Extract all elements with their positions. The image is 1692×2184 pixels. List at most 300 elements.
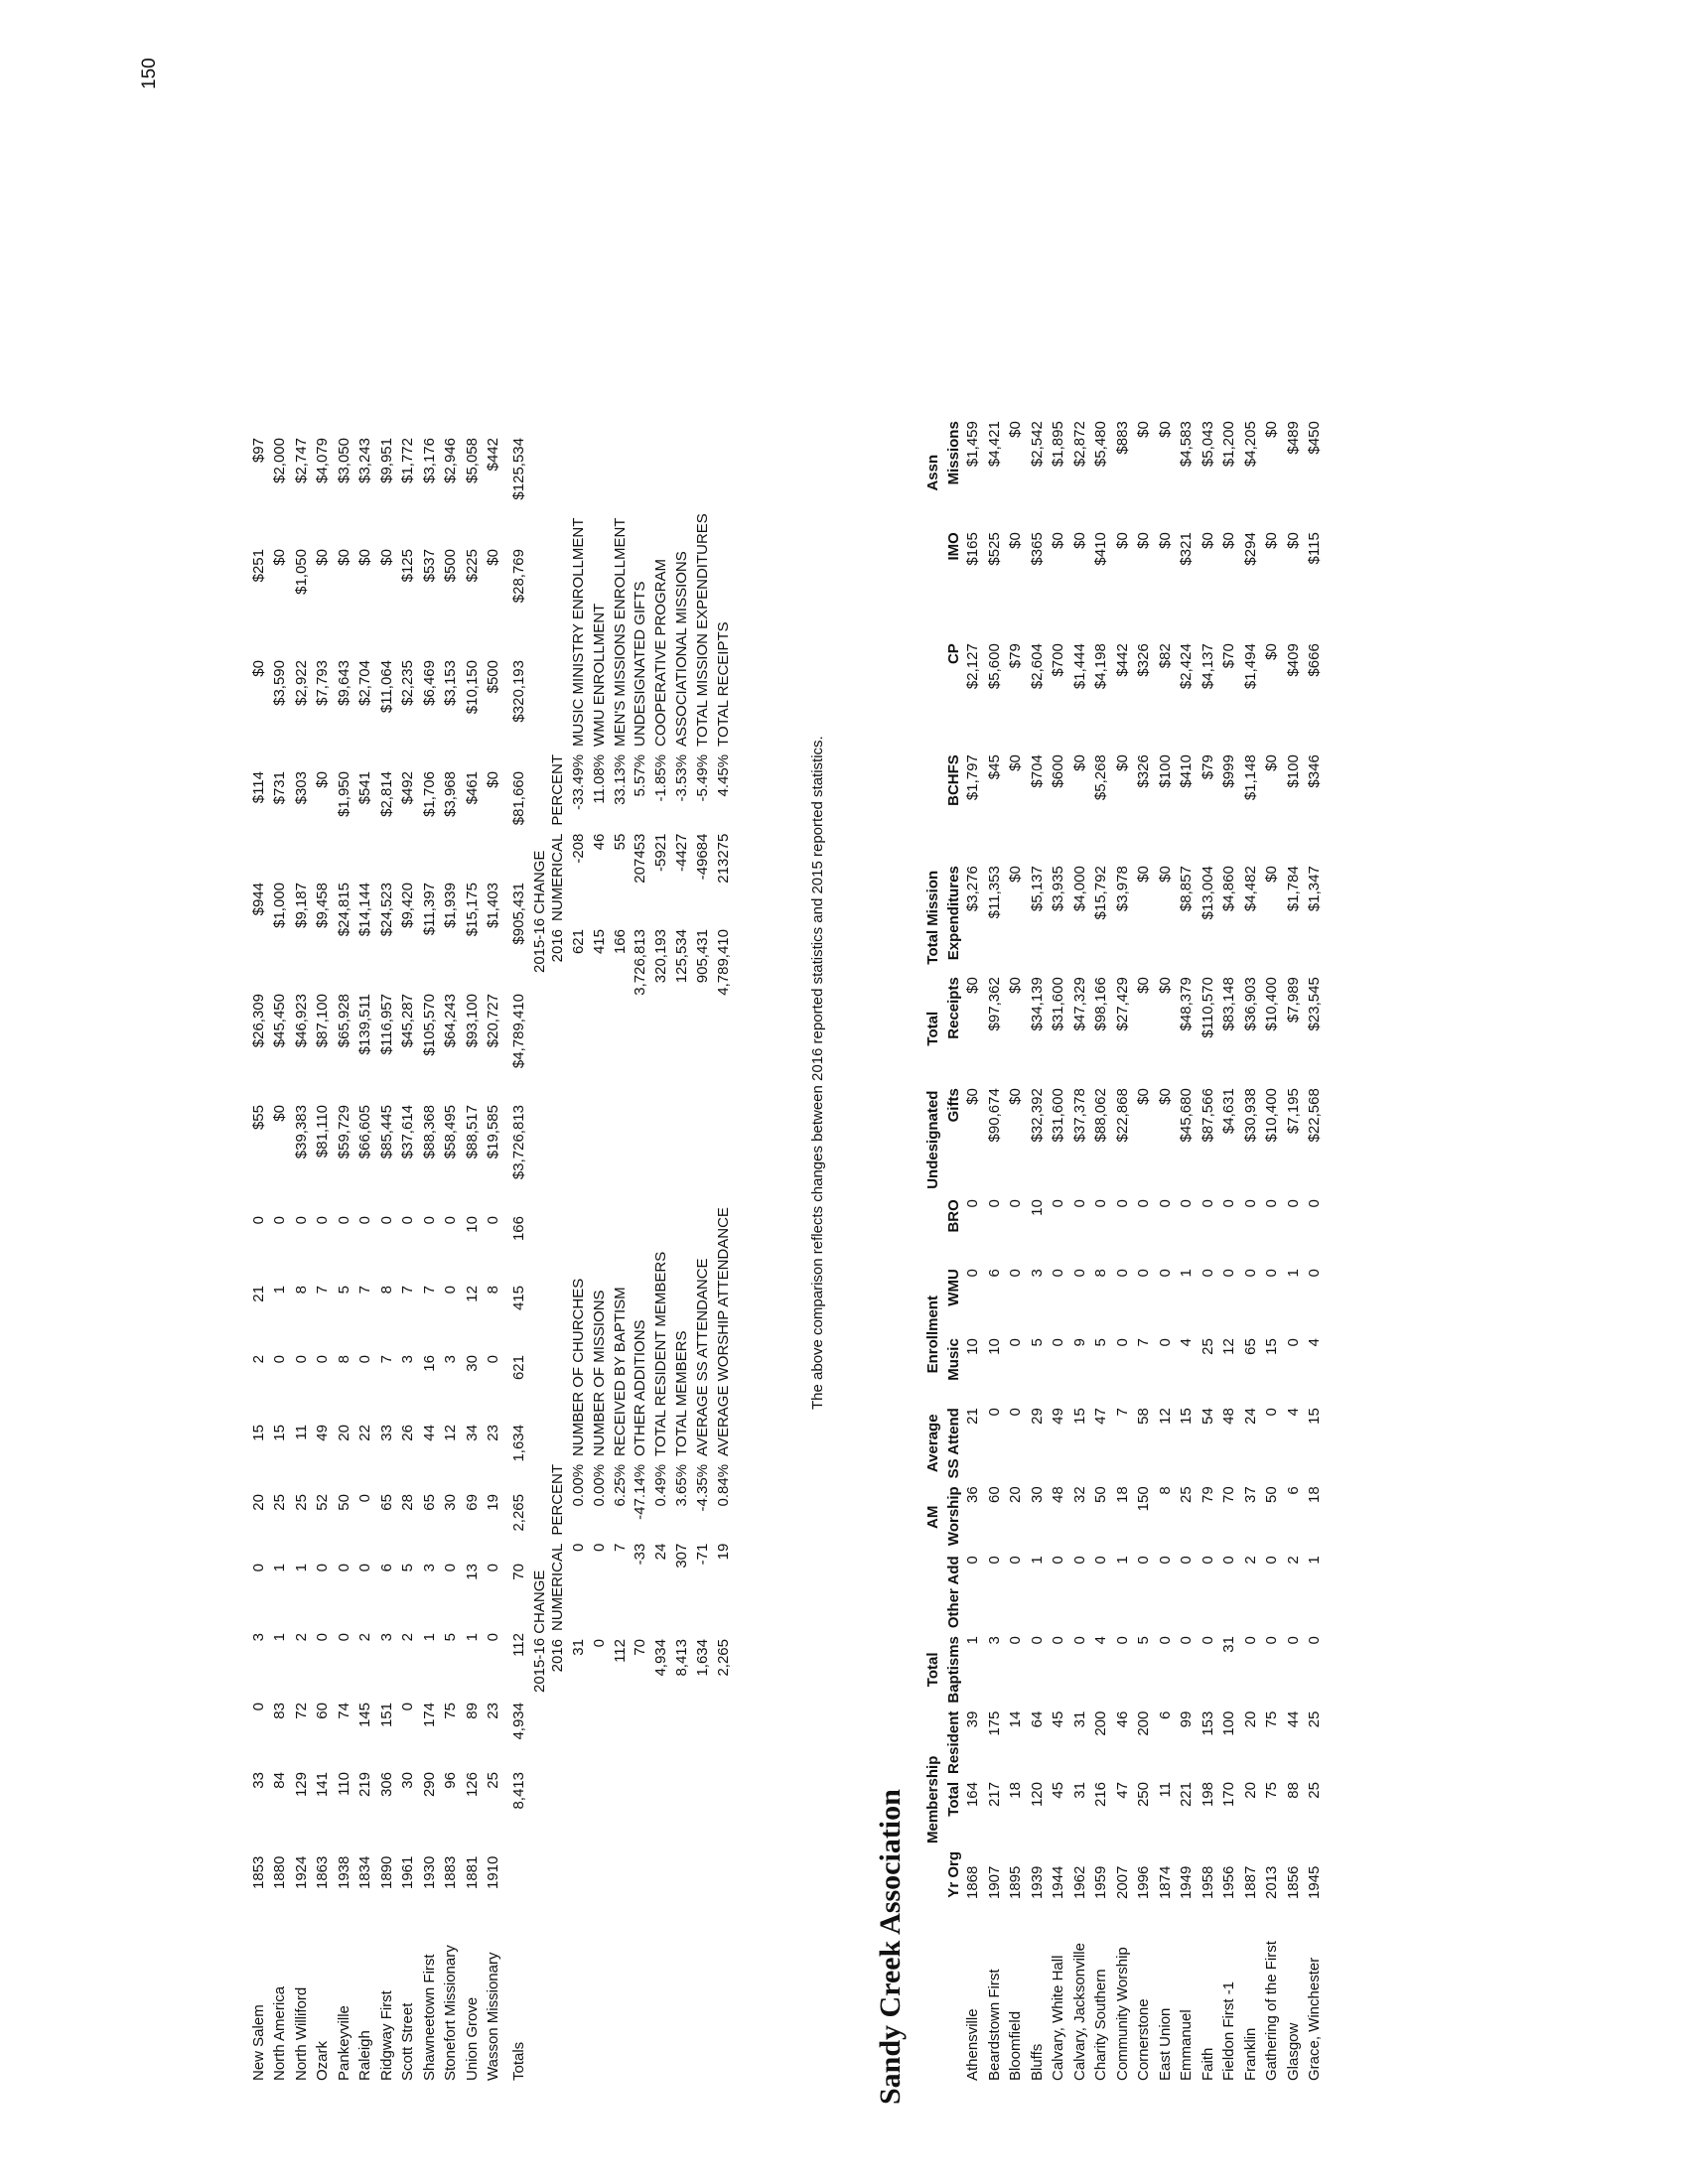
table-cell: 47 <box>1092 1408 1109 1425</box>
table-cell: 33 <box>249 1772 267 1789</box>
table-cell: 0 <box>1263 1636 1280 1645</box>
change-value: -4427 <box>672 833 690 873</box>
table-cell: $23,545 <box>1306 977 1323 1031</box>
table-cell: 219 <box>356 1772 373 1798</box>
table-cell: $944 <box>249 883 267 916</box>
table-cell: $0 <box>1070 532 1088 549</box>
table-cell: 3 <box>249 1633 267 1642</box>
table-cell: 5 <box>335 1286 352 1295</box>
table-cell: 21 <box>964 1408 981 1425</box>
change-value: 3,726,813 <box>632 929 649 996</box>
table-cell: $100 <box>1156 754 1174 788</box>
column-header: IMO <box>945 532 962 561</box>
table-cell: $525 <box>985 532 1003 566</box>
table-cell: $999 <box>1220 754 1237 788</box>
change-label: OTHER ADDITIONS <box>632 1319 649 1456</box>
totals-cell: 1,634 <box>509 1425 527 1462</box>
column-header: SS Attend <box>945 1408 962 1479</box>
table-cell: 2 <box>399 1633 416 1642</box>
church-name: Emmanuel <box>1178 2009 1195 2081</box>
table-cell: 8 <box>1092 1269 1109 1278</box>
table-cell: $5,268 <box>1092 754 1109 801</box>
table-cell: $1,784 <box>1284 866 1302 912</box>
table-cell: $0 <box>1263 532 1280 549</box>
table-cell: $31,600 <box>1050 1088 1066 1143</box>
change-row <box>713 509 734 1003</box>
group-header-am: AM <box>923 1505 941 1529</box>
column-header: Worship <box>945 1486 962 1547</box>
rotated-content <box>79 58 1569 2105</box>
table-cell: 18 <box>1113 1486 1131 1504</box>
table-cell: 0 <box>1198 1199 1216 1208</box>
table-cell: $3,153 <box>442 660 459 706</box>
table-cell: 32 <box>1070 1486 1088 1504</box>
table-cell: 0 <box>1007 1199 1024 1208</box>
change-right-header: NUMERICAL <box>549 833 567 921</box>
table-cell: 15 <box>1263 1338 1280 1355</box>
table-row <box>984 417 1006 2085</box>
table-cell: $7,793 <box>314 660 331 706</box>
table-cell: $3,590 <box>271 660 288 706</box>
table-cell: 0 <box>420 1216 438 1225</box>
table-cell: $442 <box>485 438 501 472</box>
church-name: Glasgow <box>1284 2022 1302 2081</box>
column-header: Total <box>945 1782 962 1817</box>
table-cell: 0 <box>356 1564 373 1572</box>
table-cell: 25 <box>271 1494 288 1511</box>
table-cell: 36 <box>964 1486 981 1504</box>
table-cell: 5 <box>1092 1338 1109 1347</box>
table-cell: 1 <box>271 1564 288 1572</box>
change-value: 11.08% <box>590 753 608 804</box>
top-statistics-table <box>248 434 530 2085</box>
table-cell: 1853 <box>249 1855 267 1889</box>
table-cell: 0 <box>1135 1269 1152 1278</box>
table-cell: $0 <box>1070 754 1088 771</box>
table-cell: 0 <box>1198 1636 1216 1645</box>
table-cell: $30,938 <box>1241 1088 1259 1143</box>
church-name: Community Worship <box>1113 1947 1131 2081</box>
table-cell: 0 <box>1178 1556 1195 1565</box>
table-cell: 75 <box>442 1703 459 1719</box>
table-cell: 1 <box>1113 1556 1131 1565</box>
change-value: 8,413 <box>672 1639 690 1677</box>
table-cell: $65,928 <box>335 994 352 1048</box>
table-cell: 58 <box>1135 1408 1152 1425</box>
table-cell: 0 <box>1284 1636 1302 1645</box>
column-header-row <box>941 417 963 2085</box>
table-cell: $5,600 <box>985 643 1003 690</box>
change-row <box>651 509 672 1003</box>
table-cell: $9,420 <box>399 883 416 928</box>
table-cell: $90,674 <box>985 1088 1003 1143</box>
table-cell: $22,868 <box>1113 1088 1131 1143</box>
change-value: -3.53% <box>672 753 690 802</box>
change-value: 55 <box>611 833 629 851</box>
table-cell: 3 <box>985 1636 1003 1645</box>
table-cell: 8 <box>377 1286 395 1295</box>
table-cell: 34 <box>463 1425 481 1441</box>
table-cell: 1 <box>292 1564 310 1572</box>
table-cell: 1 <box>1028 1556 1046 1565</box>
table-cell: 0 <box>1178 1636 1195 1645</box>
group-header-undesignated: Undesignated <box>923 1090 941 1189</box>
association-table-body <box>963 417 1327 2085</box>
change-value: 0.00% <box>590 1463 608 1507</box>
table-cell: 15 <box>1070 1408 1088 1425</box>
table-cell: $87,100 <box>314 994 331 1048</box>
table-cell: 10 <box>1028 1199 1046 1216</box>
table-row <box>313 434 335 2085</box>
change-value: 5.57% <box>632 753 649 797</box>
table-cell: $346 <box>1306 754 1323 788</box>
table-cell: 19 <box>485 1494 501 1511</box>
table-cell: 198 <box>1198 1782 1216 1808</box>
table-cell: 0 <box>1113 1636 1131 1645</box>
table-cell: $7,989 <box>1284 977 1302 1024</box>
table-cell: 1834 <box>356 1855 373 1889</box>
table-cell: $0 <box>1007 532 1024 549</box>
table-cell: 0 <box>1156 1556 1174 1565</box>
column-header: Baptisms <box>945 1636 962 1704</box>
table-cell: $165 <box>964 532 981 566</box>
change-row <box>590 509 611 1003</box>
table-cell: $9,951 <box>377 438 395 483</box>
table-cell: $79 <box>1007 643 1024 669</box>
change-left-body <box>569 1203 734 1712</box>
table-cell: 0 <box>442 1216 459 1225</box>
table-cell: $59,729 <box>335 1105 352 1160</box>
table-cell: 10 <box>463 1216 481 1233</box>
table-cell: $6,469 <box>420 660 438 706</box>
church-name: Franklin <box>1241 2027 1259 2081</box>
table-cell: 23 <box>485 1703 501 1719</box>
church-name: Gathering of the First <box>1263 1941 1280 2081</box>
change-value: 31 <box>569 1639 587 1656</box>
change-summary-left <box>531 1203 734 1712</box>
table-cell: 0 <box>1220 1269 1237 1278</box>
table-cell: 45 <box>1050 1782 1066 1799</box>
change-value: -47.14% <box>632 1463 649 1520</box>
table-cell: $2,424 <box>1178 643 1195 690</box>
table-cell: 83 <box>271 1703 288 1719</box>
table-cell: $0 <box>1007 866 1024 883</box>
totals-cell: 4,934 <box>509 1703 527 1740</box>
column-header: CP <box>945 643 962 665</box>
change-right-body <box>569 509 734 1003</box>
table-cell: 0 <box>292 1216 310 1225</box>
table-cell: 75 <box>1263 1710 1280 1728</box>
table-cell: 129 <box>292 1772 310 1798</box>
table-cell: $0 <box>1007 421 1024 438</box>
table-cell: 164 <box>964 1782 981 1808</box>
table-cell: $14,144 <box>356 883 373 937</box>
table-cell: 47 <box>1113 1782 1131 1799</box>
table-cell: 7 <box>314 1286 331 1295</box>
table-cell: 0 <box>1178 1199 1195 1208</box>
table-cell: $15,175 <box>463 883 481 937</box>
table-cell: 20 <box>1241 1782 1259 1799</box>
table-cell: 99 <box>1178 1710 1195 1728</box>
change-summary-right <box>531 509 734 1003</box>
table-cell: 0 <box>485 1564 501 1572</box>
table-cell: 46 <box>1113 1710 1131 1728</box>
table-cell: 0 <box>985 1556 1003 1565</box>
table-cell: 3 <box>377 1633 395 1642</box>
change-left-header: NUMERICAL <box>549 1543 567 1631</box>
table-cell: $45,680 <box>1178 1088 1195 1143</box>
table-cell: 1890 <box>377 1855 395 1889</box>
table-cell: $1,347 <box>1306 866 1323 912</box>
table-cell: $409 <box>1284 643 1302 677</box>
table-cell: 0 <box>1263 1269 1280 1278</box>
table-cell: 0 <box>1306 1199 1323 1208</box>
table-cell: 0 <box>356 1216 373 1225</box>
table-cell: 75 <box>1263 1782 1280 1799</box>
table-cell: 7 <box>1135 1338 1152 1347</box>
table-cell: 1 <box>1306 1556 1323 1565</box>
table-cell: $37,378 <box>1070 1088 1088 1143</box>
table-cell: $45,450 <box>271 994 288 1048</box>
change-value: 3.65% <box>672 1463 690 1507</box>
table-cell: $0 <box>1263 866 1280 883</box>
table-cell: $47,329 <box>1070 977 1088 1031</box>
table-cell: 20 <box>1007 1486 1024 1504</box>
table-cell: 0 <box>1220 1556 1237 1565</box>
table-cell: 2 <box>249 1355 267 1364</box>
table-cell: 151 <box>377 1703 395 1728</box>
table-cell: 0 <box>1050 1269 1066 1278</box>
table-cell: 0 <box>442 1286 459 1295</box>
table-cell: 21 <box>249 1286 267 1302</box>
table-cell: 0 <box>1113 1338 1131 1347</box>
table-cell: $731 <box>271 771 288 805</box>
table-cell: 48 <box>1220 1408 1237 1425</box>
change-value: 207453 <box>632 833 649 884</box>
table-cell: 0 <box>485 1633 501 1642</box>
table-cell: 0 <box>271 1216 288 1225</box>
table-cell: $9,458 <box>314 883 331 928</box>
change-value: -71 <box>693 1543 711 1566</box>
totals-cell: 8,413 <box>509 1772 527 1810</box>
table-cell: $1,772 <box>399 438 416 483</box>
table-cell: $0 <box>314 771 331 788</box>
table-cell: 12 <box>442 1425 459 1441</box>
change-value: 4.45% <box>714 753 732 797</box>
table-cell: $0 <box>377 549 395 566</box>
table-cell: 0 <box>1306 1269 1323 1278</box>
table-cell: 8 <box>335 1355 352 1364</box>
table-cell: 0 <box>1113 1269 1131 1278</box>
table-cell: 5 <box>1028 1338 1046 1347</box>
table-cell: 60 <box>314 1703 331 1719</box>
totals-row <box>504 434 530 2085</box>
table-cell: 25 <box>1306 1782 1323 1799</box>
table-cell: 216 <box>1092 1782 1109 1808</box>
table-cell: $81,110 <box>314 1105 331 1159</box>
table-row <box>376 434 398 2085</box>
table-cell: $0 <box>1135 866 1152 883</box>
table-cell: 0 <box>335 1633 352 1642</box>
change-value: -5921 <box>652 833 670 873</box>
association-statistics-table <box>923 417 1326 2085</box>
table-cell: 126 <box>463 1772 481 1798</box>
table-cell: 20 <box>249 1494 267 1511</box>
table-cell: $2,542 <box>1028 421 1046 468</box>
table-cell: $24,523 <box>377 883 395 937</box>
table-row <box>1240 417 1262 2085</box>
table-cell: $2,814 <box>377 771 395 817</box>
table-cell: 14 <box>1007 1710 1024 1728</box>
table-cell: $410 <box>1092 532 1109 566</box>
church-name: Ozark <box>314 2040 331 2081</box>
church-name: Ridgway First <box>377 1990 395 2081</box>
table-cell: $31,600 <box>1050 977 1066 1031</box>
table-cell: 5 <box>1135 1636 1152 1645</box>
table-cell: 0 <box>1070 1269 1088 1278</box>
table-cell: 1 <box>1178 1269 1195 1278</box>
table-row <box>1198 417 1219 2085</box>
change-label: NUMBER OF MISSIONS <box>590 1290 608 1456</box>
column-header: Missions <box>945 421 962 485</box>
table-cell: 170 <box>1220 1782 1237 1808</box>
change-label: COOPERATIVE PROGRAM <box>652 559 670 747</box>
change-row <box>713 1203 734 1712</box>
table-cell: $82 <box>1156 643 1174 669</box>
change-left-table <box>548 1203 734 1712</box>
table-cell: 1880 <box>271 1855 288 1889</box>
table-cell: $2,000 <box>271 438 288 483</box>
table-cell: $461 <box>463 771 481 805</box>
table-cell: $4,079 <box>314 438 331 483</box>
change-row <box>672 1203 693 1712</box>
table-cell: $64,243 <box>442 994 459 1048</box>
table-cell: 88 <box>1284 1782 1302 1799</box>
table-cell: 0 <box>1220 1199 1237 1208</box>
table-cell: 0 <box>1135 1199 1152 1208</box>
table-cell: $85,445 <box>377 1105 395 1160</box>
table-cell: 175 <box>985 1710 1003 1736</box>
table-row <box>1262 417 1284 2085</box>
church-name: Faith <box>1198 2047 1216 2081</box>
table-cell: 1 <box>420 1633 438 1642</box>
table-cell: $600 <box>1050 754 1066 788</box>
table-cell: 30 <box>463 1355 481 1372</box>
change-label: ASSOCIATIONAL MISSIONS <box>672 551 690 747</box>
table-cell: $3,935 <box>1050 866 1066 912</box>
table-cell: $0 <box>1113 532 1131 549</box>
table-cell: $0 <box>314 549 331 566</box>
table-row <box>1155 417 1177 2085</box>
change-value: 307 <box>672 1543 690 1569</box>
table-cell: $58,495 <box>442 1105 459 1160</box>
totals-cell: 415 <box>509 1286 527 1311</box>
table-cell: $8,857 <box>1178 866 1195 912</box>
table-cell: $0 <box>1007 977 1024 994</box>
table-cell: $303 <box>292 771 310 805</box>
table-cell: $0 <box>1007 1088 1024 1105</box>
group-header-assn: Assn <box>923 454 941 491</box>
table-cell: $66,605 <box>356 1105 373 1160</box>
table-cell: 141 <box>314 1772 331 1798</box>
table-cell: 30 <box>399 1772 416 1789</box>
table-cell: 1996 <box>1135 1865 1152 1899</box>
table-cell: $0 <box>1135 532 1152 549</box>
table-cell: 25 <box>292 1494 310 1511</box>
table-cell: $0 <box>485 771 501 788</box>
table-cell: 1956 <box>1220 1865 1237 1899</box>
table-cell: $97 <box>249 438 267 464</box>
table-cell: $0 <box>1284 532 1302 549</box>
table-cell: $0 <box>335 549 352 566</box>
table-cell: 0 <box>1156 1199 1174 1208</box>
table-cell: 1939 <box>1028 1865 1046 1899</box>
change-right-header: 2016 <box>549 929 567 963</box>
table-cell: 0 <box>292 1355 310 1364</box>
table-cell: 5 <box>399 1564 416 1572</box>
table-cell: $19,585 <box>485 1105 501 1160</box>
table-cell: $0 <box>1263 643 1280 660</box>
change-value: 19 <box>714 1543 732 1561</box>
table-cell: $5,480 <box>1092 421 1109 468</box>
table-cell: $48,379 <box>1178 977 1195 1031</box>
change-value: 0 <box>569 1543 587 1552</box>
table-cell: 0 <box>356 1355 373 1364</box>
table-cell: $0 <box>1135 421 1152 438</box>
table-row <box>270 434 292 2085</box>
table-cell: 1863 <box>314 1855 331 1889</box>
table-cell: 150 <box>1135 1486 1152 1512</box>
column-header: BCHFS <box>945 754 962 806</box>
table-cell: $2,747 <box>292 438 310 483</box>
table-cell: $3,968 <box>442 771 459 817</box>
change-right-table <box>548 509 734 1003</box>
change-row <box>693 509 714 1003</box>
table-cell: 3 <box>1028 1269 1046 1278</box>
table-cell: $27,429 <box>1113 977 1131 1031</box>
change-value: -4.35% <box>693 1463 711 1512</box>
table-cell: 0 <box>1241 1199 1259 1208</box>
table-cell: 1883 <box>442 1855 459 1889</box>
table-cell: $704 <box>1028 754 1046 788</box>
table-cell: 3 <box>399 1355 416 1364</box>
table-cell: 4 <box>1284 1408 1302 1417</box>
table-cell: $32,392 <box>1028 1088 1046 1143</box>
table-cell: 25 <box>1178 1486 1195 1504</box>
table-cell: $2,235 <box>399 660 416 706</box>
table-cell: 49 <box>1050 1408 1066 1425</box>
table-cell: $139,511 <box>356 994 373 1055</box>
table-row <box>1006 417 1028 2085</box>
change-label: TOTAL MEMBERS <box>672 1330 690 1456</box>
table-cell: $321 <box>1178 532 1195 566</box>
group-header-total: Total <box>923 1652 941 1688</box>
change-label: AVERAGE SS ATTENDANCE <box>693 1258 711 1456</box>
change-label: TOTAL RECEIPTS <box>714 621 732 747</box>
table-cell: 65 <box>420 1494 438 1511</box>
table-cell: 0 <box>1050 1556 1066 1565</box>
table-cell: 20 <box>1241 1710 1259 1728</box>
table-cell: $70 <box>1220 643 1237 669</box>
table-row <box>1049 417 1070 2085</box>
table-cell: 20 <box>335 1425 352 1441</box>
table-cell: 74 <box>335 1703 352 1719</box>
table-cell: 0 <box>1198 1556 1216 1565</box>
change-label: WMU ENROLLMENT <box>590 603 608 747</box>
change-left-header: 2016 <box>549 1639 567 1673</box>
change-value: 0.84% <box>714 1463 732 1507</box>
change-label: MUSIC MINISTRY ENROLLMENT <box>569 517 587 747</box>
